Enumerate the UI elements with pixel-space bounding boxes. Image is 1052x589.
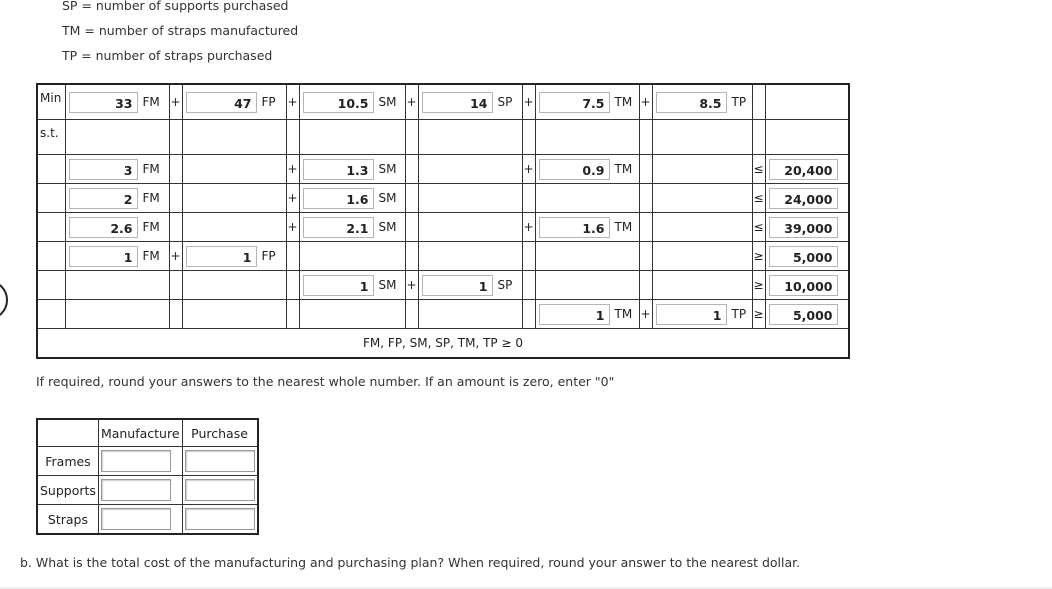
col-purchase: Purchase [182,419,258,447]
frames-manufacture-input[interactable] [101,450,171,472]
rounding-instruction: If required, round your answers to the nearest whole number. If an amount is zero, enter "0" [36,374,615,389]
c1-sm-coef: 1.3 [303,159,374,180]
relation-sign: ≥ [752,271,765,300]
c1-tm-coef: 0.9 [539,159,610,180]
row-label-frames: Frames [37,447,98,476]
col-manufacture: Manufacture [98,419,182,447]
plus-sign: + [639,300,652,329]
var-tp: TP [731,95,747,109]
answer-row-frames [37,447,258,476]
plus-sign: + [639,84,652,120]
plus-sign: + [286,184,299,213]
plus-sign: + [169,84,182,120]
nonnegativity-row [37,329,849,359]
constraint-row-3 [37,213,849,242]
obj-sp-cell [418,84,522,120]
c2-sm-coef: 1.6 [303,188,374,209]
constraint-row-5 [37,271,849,300]
plus-sign: + [522,84,535,120]
c1-rhs: 20,400 [769,159,838,180]
obj-fp-coef: 47 [186,92,257,113]
c6-rhs: 5,000 [769,304,838,325]
var-sp: SP [497,278,513,292]
c1-fm-coef: 3 [69,159,138,180]
plus-sign: + [286,213,299,242]
question-b: b. What is the total cost of the manufacturing and purchasing plan? When required, round your answer to the nearest dollar. [20,555,801,570]
obj-fp-cell [182,84,286,120]
supports-manufacture-input[interactable] [101,479,171,501]
answer-header-row [37,419,258,447]
var-tm: TM [614,307,633,321]
definition-tm: TM = number of straps manufactured [62,23,299,38]
var-sm: SM [378,191,397,205]
definition-tp: TP = number of straps purchased [62,48,273,63]
relation-sign: ≤ [752,213,765,242]
c5-sp-coef: 1 [422,275,493,296]
var-fm: FM [142,220,160,234]
constraint-row-6 [37,300,849,329]
c4-rhs: 5,000 [769,246,838,267]
obj-fm-coef: 33 [69,92,138,113]
straps-purchase-input[interactable] [185,508,255,530]
var-fm: FM [142,249,160,263]
c2-rhs: 24,000 [769,188,838,209]
c4-fm-coef: 1 [69,246,138,267]
plus-sign: + [286,155,299,184]
c3-tm-coef: 1.6 [539,217,610,238]
constraint-row-4 [37,242,849,271]
plus-sign: + [405,271,418,300]
var-tm: TM [614,220,633,234]
relation-sign: ≥ [752,300,765,329]
c5-sm-coef: 1 [303,275,374,296]
obj-tp-coef: 8.5 [656,92,727,113]
c4-fp-coef: 1 [186,246,257,267]
plus-sign: + [169,242,182,271]
c6-tp-coef: 1 [656,304,727,325]
c3-sm-coef: 2.1 [303,217,374,238]
answer-row-supports [37,476,258,505]
obj-sm-coef: 10.5 [303,92,374,113]
var-sm: SM [378,95,397,109]
c2-fm-coef: 2 [69,188,138,209]
obj-sp-coef: 14 [422,92,493,113]
constraint-row-2 [37,184,849,213]
plus-sign: + [286,84,299,120]
step-circle-icon [0,280,8,320]
plus-sign: + [405,84,418,120]
obj-fm-cell [65,84,169,120]
straps-manufacture-input[interactable] [101,508,171,530]
var-sm: SM [378,220,397,234]
var-sm: SM [378,162,397,176]
plus-sign: + [522,213,535,242]
c6-tm-coef: 1 [539,304,610,325]
var-tm: TM [614,162,633,176]
var-fm: FM [142,95,160,109]
objective-row [37,84,849,120]
row-label-straps: Straps [37,505,98,535]
definition-sp: SP = number of supports purchased [62,0,289,13]
row-label-supports: Supports [37,476,98,505]
answer-table [36,418,259,535]
obj-tm-coef: 7.5 [539,92,610,113]
var-tp: TP [731,307,747,321]
c3-rhs: 39,000 [769,217,838,238]
var-fp: FP [261,249,276,263]
variable-definitions [62,0,298,68]
c3-fm-coef: 2.6 [69,217,138,238]
frames-purchase-input[interactable] [185,450,255,472]
relation-sign: ≤ [752,155,765,184]
obj-tp-cell [652,84,752,120]
nonnegativity-constraint: FM, FP, SM, SP, TM, TP ≥ 0 [37,329,849,359]
st-label: s.t. [37,120,65,155]
var-sp: SP [497,95,513,109]
var-fm: FM [142,162,160,176]
var-fm: FM [142,191,160,205]
obj-sm-cell [299,84,405,120]
c5-rhs: 10,000 [769,275,838,296]
constraint-row-1 [37,155,849,184]
var-fp: FP [261,95,276,109]
st-row [37,120,849,155]
plus-sign: + [522,155,535,184]
var-tm: TM [614,95,633,109]
supports-purchase-input[interactable] [185,479,255,501]
relation-sign: ≥ [752,242,765,271]
min-label: Min [37,84,65,120]
lp-model-table [36,83,850,359]
relation-sign: ≤ [752,184,765,213]
var-sm: SM [378,278,397,292]
answer-row-straps [37,505,258,535]
obj-tm-cell [535,84,639,120]
